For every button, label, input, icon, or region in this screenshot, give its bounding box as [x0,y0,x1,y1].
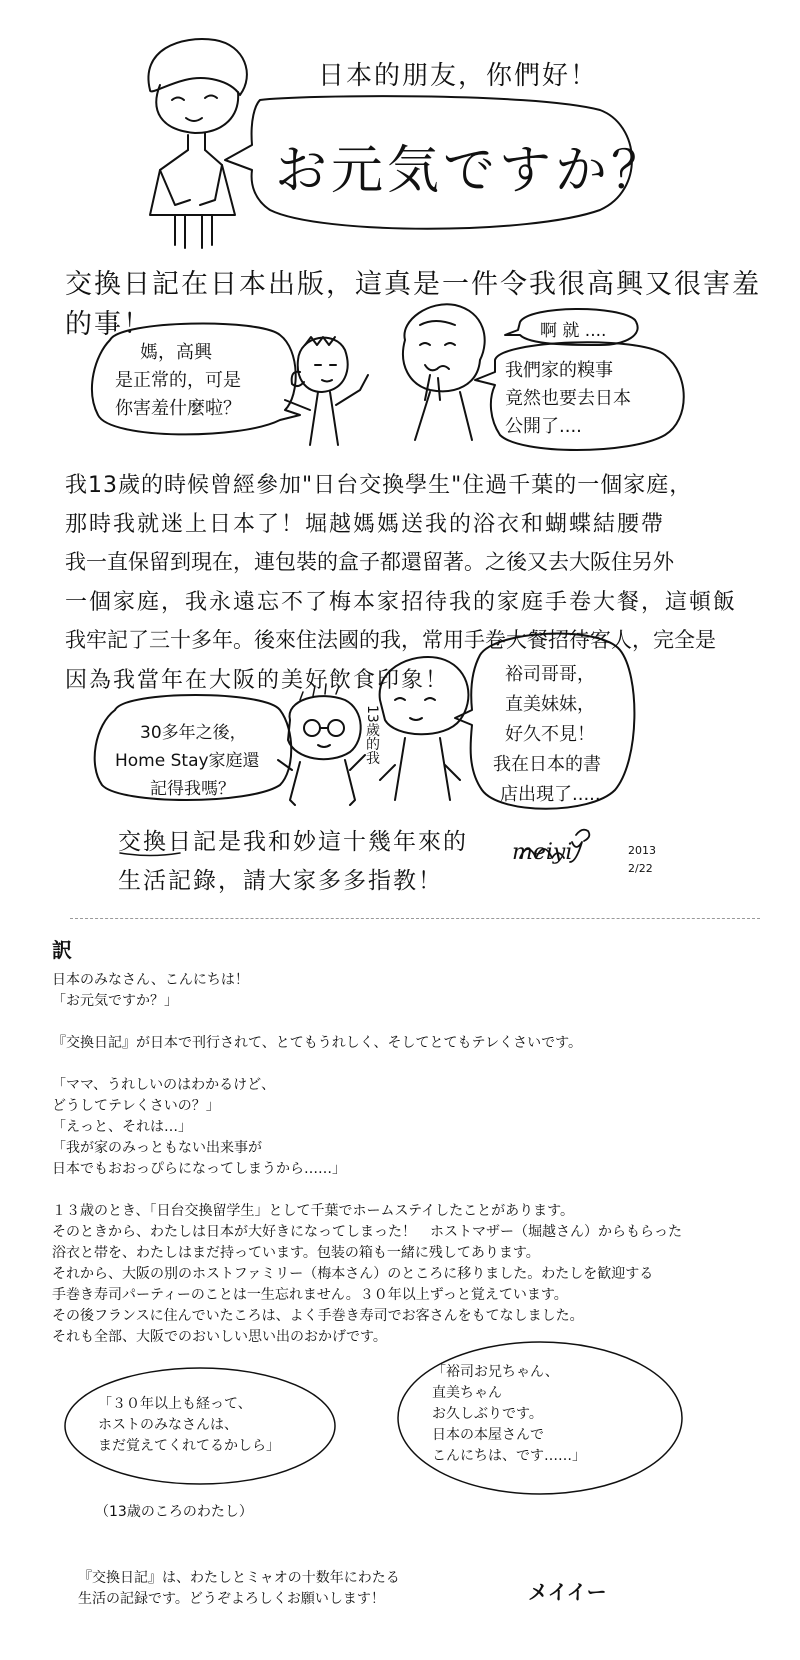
translation-right-bubble-line-2: 直美ちゃん [432,1385,502,1401]
big-bubble-text: お元気ですか？ [275,141,668,201]
translation-signature: メイイー [528,1580,607,1604]
translation-left-bubble-line-3: まだ覚えてくれてるかしら」 [98,1438,280,1454]
translation-line: それも全部、大阪でのおいしい思い出のおかげです。 [52,1329,387,1345]
translation-closing-line-1: 『交換日記』は、わたしとミャオの十数年にわたる [78,1570,400,1586]
translation-line: １３歳のとき、「日台交換留学生」として千葉でホームステイしたことがあります。 [52,1203,575,1219]
intro-line-1: 交換日記在日本出版，這真是一件令我很高興又很害羞 [65,269,761,300]
story-line-2: 那時我就迷上日本了！堀越媽媽送我的浴衣和蝴蝶結腰帶 [65,512,666,537]
bottom-right-bubble-line-1: 裕司哥哥， [505,664,595,685]
bottom-right-bubble-line-2: 直美妹妹， [505,694,595,715]
age-label: 13歲的我 [364,705,380,765]
section-divider [70,918,760,919]
translation-line: 手巻き寿司パーティーのことは一生忘れません。３０年以上ずっと覚えています。 [52,1287,568,1303]
bottom-right-bubble-line-4: 我在日本的書 [493,754,601,775]
right-bubble-line-2: 竟然也要去日本 [505,388,631,409]
bottom-right-bubble-line-3: 好久不見！ [505,724,595,745]
translation-line [52,1012,682,1033]
translation-closing-line-2: 生活の記録です。どうぞよろしくお願いします！ [78,1591,385,1607]
closing-line-2: 生活記錄，請大家多多指教！ [118,868,443,894]
translation-left-bubble-line-2: ホストのみなさんは、 [98,1417,238,1433]
translation-right-bubble-line-3: お久しぶりです。 [432,1406,543,1422]
translation-caption: （13歳のころのわたし） [95,1504,253,1520]
bottom-left-bubble-line-1: 30多年之後， [140,723,247,743]
signature: meiyi [512,840,573,865]
translation-line [52,1180,682,1201]
story-line-6: 因為我當年在大阪的美好飲食印象！ [65,668,450,693]
translation-heading: 訳 [52,938,72,962]
mother-figure [403,304,485,440]
young-girl-figure [278,684,365,805]
translation-line: どうしてテレくさいの？」 [52,1098,220,1114]
left-bubble-line-3: 你害羞什麼啦？ [115,398,241,419]
right-bubble-line-1: 我們家的糗事 [505,360,613,381]
translation-line: 日本のみなさん、こんにちは！ [52,972,249,988]
story-line-1: 我13歲的時候曾經參加"日台交換學生"住過千葉的一個家庭， [65,473,693,498]
translation-line: その後フランスに住んでいたころは、よく手巻き寿司でお客さんをもてなしました。 [52,1308,584,1324]
translation-line: 「えっと、それは…」 [52,1119,192,1135]
closing-line-1: 交換日記是我和妙這十幾年來的 [118,829,468,855]
bottom-left-bubble-line-2: Home Stay家庭還 [115,751,260,771]
translation-line: 「お元気ですか？」 [52,993,178,1009]
intro-line-2: 的事！ [65,309,152,340]
translation-right-bubble-line-1: 「裕司お兄ちゃん、 [432,1364,559,1380]
translation-line: 『交換日記』が日本で刊行されて、とてもうれしく、そしてとてもテレくさいです。 [52,1035,583,1051]
translation-right-bubble-line-5: こんにちは、です……」 [432,1448,586,1464]
bottom-right-bubble-line-5: 店出現了..... [500,784,601,805]
translation-line: 「我が家のみっともない出来事が [52,1140,262,1156]
translation-line: 浴衣と帯を、わたしはまだ持っています。包装の箱も一緒に残してあります。 [52,1245,540,1261]
left-bubble-line-1: 媽，高興 [140,342,212,363]
right-bubble-line-3: 公開了.... [505,416,582,437]
bottom-left-bubble-line-3: 記得我嗎？ [150,779,235,799]
translation-line: 「ママ、うれしいのはわかるけど、 [52,1077,276,1093]
right-small-bubble-text: 啊 就 .... [540,321,607,341]
translation-right-bubble-line-4: 日本の本屋さんで [432,1427,544,1443]
story-line-5: 我牢記了三十多年。後來住法國的我，常用手卷大餐招待客人，完全是 [65,628,716,652]
date-day: 2/22 [628,862,653,875]
story-line-4: 一個家庭，我永遠忘不了梅本家招待我的家庭手卷大餐，這頓飯 [65,590,738,615]
translation-left-bubble-line-1: 「３０年以上も経って、 [98,1396,252,1412]
story-line-3: 我一直保留到現在，連包裝的盒子都還留著。之後又去大阪住另外 [65,550,674,574]
translation-line: そのときから、わたしは日本が大好きになってしまった！ ホストマザー（堀越さん）からもらった [52,1224,682,1240]
boy-figure [285,337,368,445]
date-year: 2013 [628,844,656,857]
translation-line: それから、大阪の別のホストファミリー（梅本さん）のところに移りました。わたしを歓迎する [52,1266,654,1282]
translation-body [52,970,682,1348]
greeting-line: 日本的朋友，你們好！ [318,61,599,91]
translation-line: 日本でもおおっぴらになってしまうから……」 [52,1161,346,1177]
left-bubble-line-2: 是正常的，可是 [115,370,241,391]
girl-figure-top [148,39,246,248]
translation-line [52,1054,682,1075]
